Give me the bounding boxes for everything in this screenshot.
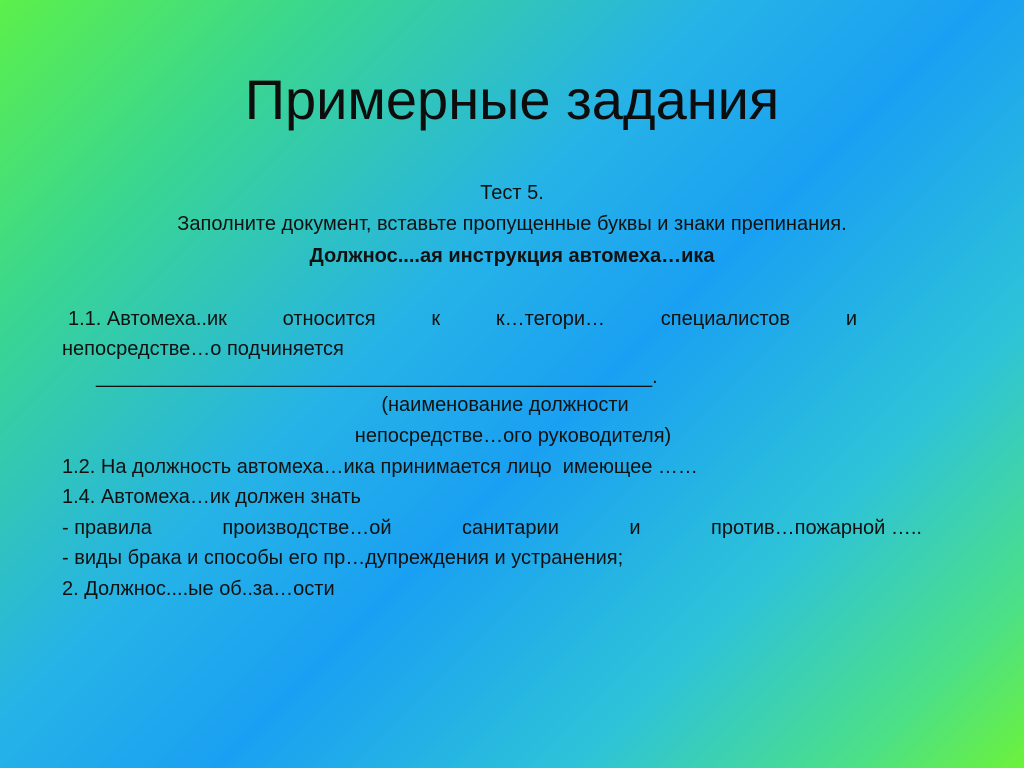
item-1-1-word: к — [431, 308, 441, 330]
bullet-1-word: - правила — [62, 517, 152, 539]
item-2: 2. Должнос....ые об..за…ости — [62, 578, 335, 600]
item-1-1-word: относится — [282, 308, 376, 330]
item-1-1-continuation: непосредстве…о подчиняется — [62, 338, 344, 360]
item-1-2: 1.2. На должность автомеха…ика принимается лицо имеющее …… — [62, 456, 698, 478]
test-label: Тест 5. — [480, 182, 544, 204]
item-1-4: 1.4. Автомеха…ик должен знать — [62, 486, 361, 508]
item-1-1-word: и — [845, 308, 857, 330]
item-1-1-word: 1.1. Автомеха..ик — [68, 308, 227, 330]
caption-position: (наименование должности — [381, 394, 629, 416]
bullet-1-word: и — [629, 517, 641, 539]
bullet-2: - виды брака и способы его пр…дупреждения и устранения; — [62, 547, 624, 569]
document-heading: Должнос....ая инструкция автомеха…ика — [309, 245, 715, 267]
item-1-1-word: к…тегори… — [495, 308, 606, 330]
bullet-1-word: против…пожарной ….. — [711, 517, 922, 539]
slide-title: Примерные задания — [244, 68, 780, 131]
instruction-text: Заполните документ, вставьте пропущенные буквы и знаки препинания. — [177, 213, 847, 235]
bullet-1-word: производстве…ой — [222, 517, 392, 539]
blank-line: __________________________________________________. — [96, 366, 658, 388]
item-1-1-line — [68, 306, 857, 332]
bullet-1-line — [62, 515, 922, 541]
caption-manager: непосредстве…ого руководителя) — [354, 425, 672, 447]
item-1-1-word: специалистов — [660, 308, 791, 330]
bullet-1-word: санитарии — [462, 517, 559, 539]
